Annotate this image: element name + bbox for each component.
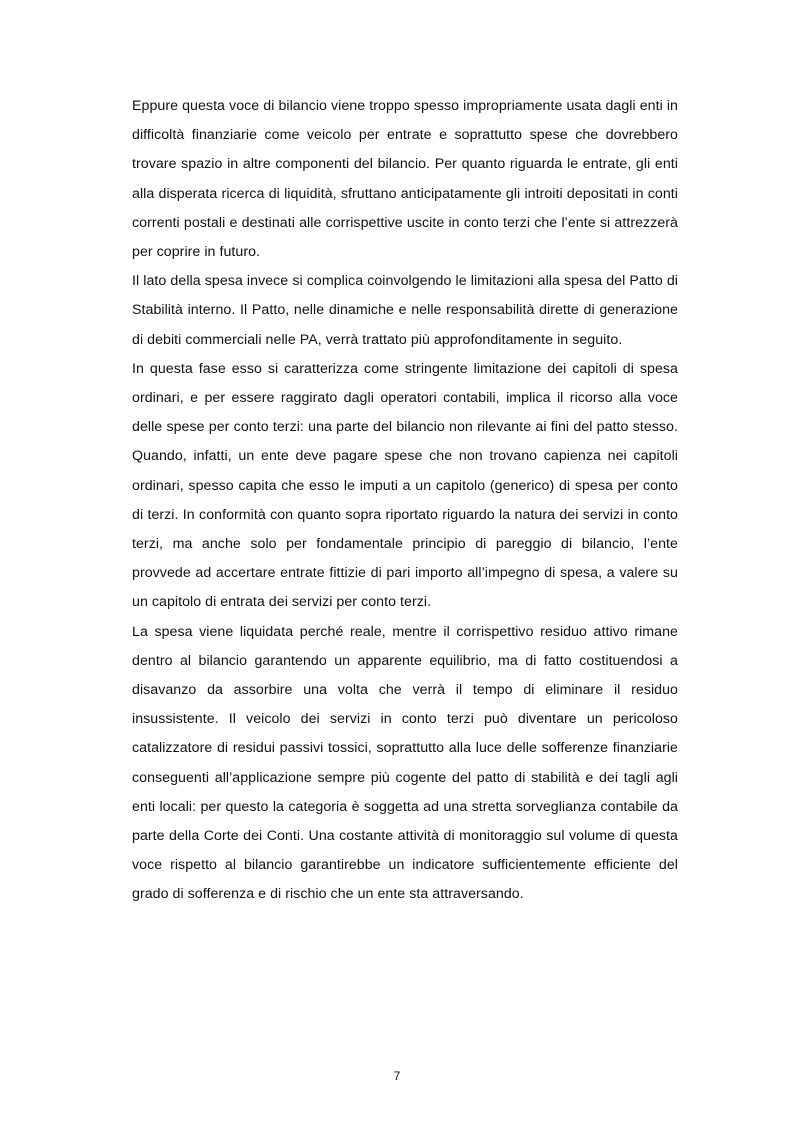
paragraph-1: Eppure questa voce di bilancio viene troppo spesso impropriamente usata dagli enti in difficoltà finanziarie come veicolo per entrate e soprattutto spese che dovrebbero trovare spazio in altre componenti del bilancio. Per quanto riguarda le entrate, gli enti alla disperata ricerca di liquidità, sfruttano anticipatamente gli introiti depositati in conti correnti postali e destinati alle corrispettive uscite in conto terzi che l’ente si attrezzerà per coprire in futuro.	[132, 98, 678, 261]
page-number: 7	[393, 1069, 401, 1083]
paragraph-3: In questa fase esso si caratterizza come stringente limitazione dei capitoli di spesa ordinari, e per essere raggirato dagli operatori contabili, implica il ricorso alla voce delle spese per conto terzi: una parte del bilancio non rilevante ai fini del patto stesso. Quando, infatti, un ente deve pagare spese che non trovano capienza nei capitoli ordinari, spesso capita che esso le imputi a un capitolo (generico) di spesa per conto di terzi. In conformità con quanto sopra riportato riguardo la natura dei servizi in conto terzi, ma anche solo per fondamentale principio di pareggio di bilancio, l’ente provvede ad accertare entrate fittizie di pari importo all’impegno di spesa, a valere su un capitolo di entrata dei servizi per conto terzi.	[132, 360, 678, 611]
paragraph-2: Il lato della spesa invece si complica coinvolgendo le limitazioni alla spesa del Patto di Stabilità interno. Il Patto, nelle dinamiche e nelle responsabilità dirette di generazione di debiti commerciali nelle PA, verrà trattato più approfonditamente in seguito.	[132, 273, 678, 348]
paragraph-4: La spesa viene liquidata perché reale, mentre il corrispettivo residuo attivo rimane dentro al bilancio garantendo un apparente equilibrio, ma di fatto costituendosi a disavanzo da assorbire una volta che verrà il tempo di eliminare il residuo insussistente. Il veicolo dei servizi in conto terzi può diventare un pericoloso catalizzatore di residui passivi tossici, soprattutto alla luce delle sofferenze finanziarie conseguenti all’applicazione sempre più cogente del patto di stabilità e dei tagli agli enti locali: per questo la categoria è soggetta ad una stretta sorveglianza contabile da parte della Corte dei Conti. Una costante attività di monitoraggio sul volume di questa voce rispetto al bilancio garantirebbe un indicatore sufficientemente efficiente del grado di sofferenza e di rischio che un ente sta attraversando.	[132, 623, 678, 903]
body-text	[132, 92, 678, 910]
